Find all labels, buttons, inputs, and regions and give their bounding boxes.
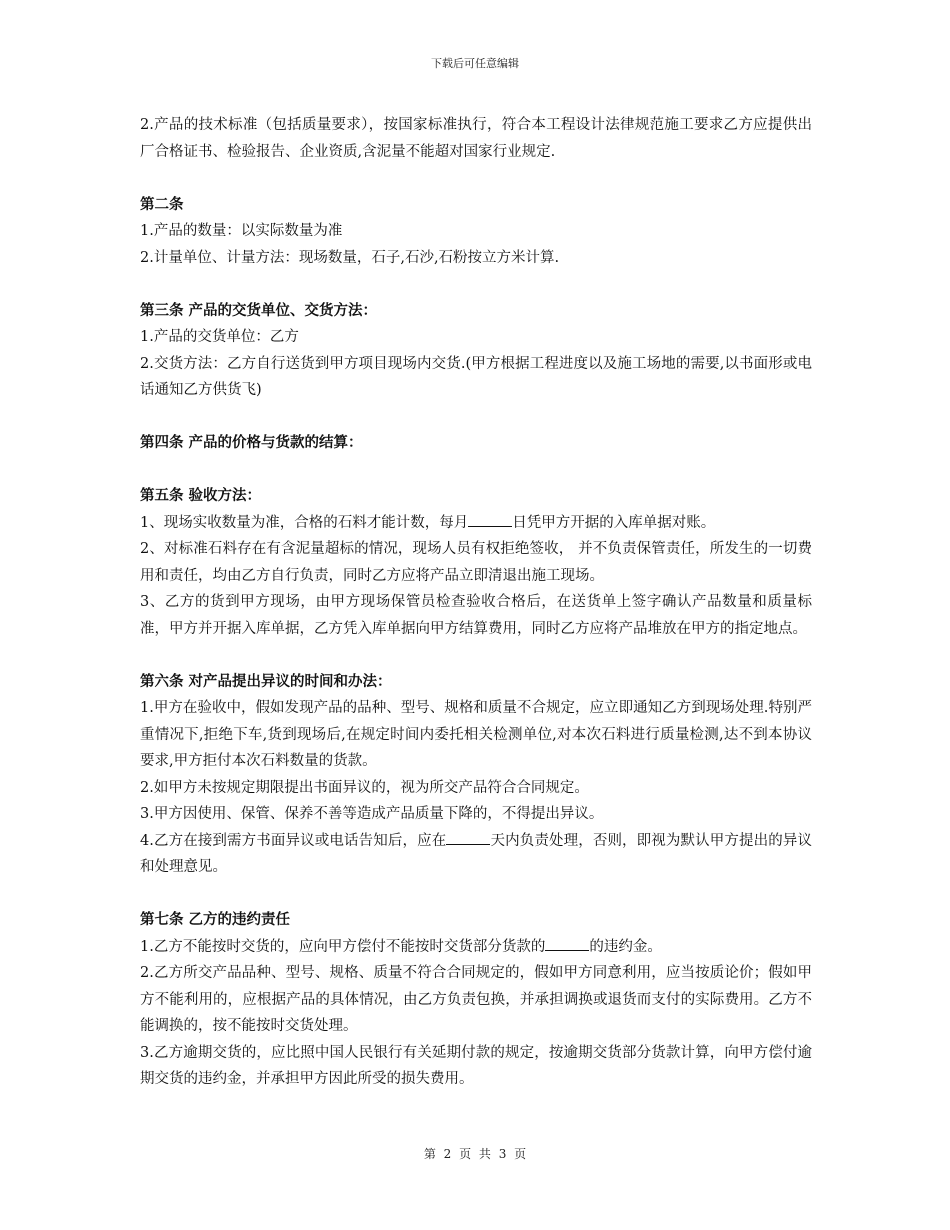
article-4-heading: 第四条 产品的价格与货款的结算： <box>140 435 363 451</box>
article-2-item-1: 1.产品的数量：以实际数量为准 <box>140 223 343 239</box>
article-7-item-1-end: 的违约金。 <box>589 938 662 955</box>
blank-percentage-field <box>545 935 589 951</box>
page-number-footer: 第 2 页 共 3 页 <box>423 1147 527 1161</box>
blank-days-field <box>446 829 490 845</box>
article-3-item-1: 1.产品的交货单位：乙方 <box>140 329 299 345</box>
article-3-item-2: 2.交货方法：乙方自行送货到甲方项目现场内交货.(甲方根据工程进度以及施工场地的需要,以书面形或电话通知乙方供货飞) <box>140 355 812 398</box>
document-body <box>140 112 812 1093</box>
article-6-item-3: 3.甲方因使用、保管、保养不善等造成产品质量下降的，不得提出异议。 <box>140 806 604 822</box>
article-7-heading: 第七条 乙方的违约责任 <box>140 912 291 928</box>
article-3-heading: 第三条 产品的交货单位、交货方法： <box>140 302 378 319</box>
article-6-item-4-end: 天内负责处理，否则，即视为默认甲方提出的异议和处理意见。 <box>140 832 812 875</box>
article-7-item-3: 3.乙方逾期交货的，应比照中国人民银行有关延期付款的规定，按逾期交货部分货款计算，向甲方偿付逾期交货的违约金，并承担甲方因此所受的损失费用。 <box>140 1044 812 1087</box>
technical-standard-paragraph: 2.产品的技术标准（包括质量要求），按国家标准执行，符合本工程设计法律规范施工要求乙方应提供出厂合格证书、检验报告、企业资质,含泥量不能超对国家行业规定. <box>140 117 812 160</box>
article-7-item-2: 2.乙方所交产品品种、型号、规格、质量不符合合同规定的，假如甲方同意利用，应当按质论价；假如甲方不能利用的，应根据产品的具体情况，由乙方负责包换，并承担调换或退货而支付的实际费用。乙方不能调换的，按不能按时交货处理。 <box>140 965 812 1034</box>
article-5-item-1 <box>140 510 812 537</box>
article-7-item-1 <box>140 934 812 961</box>
article-7-item-1-start: 1.乙方不能按时交货的，应向甲方偿付不能按时交货部分货款的 <box>140 938 546 955</box>
article-6-heading: 第六条 对产品提出异议的时间和办法： <box>140 673 392 690</box>
article-6-item-1: 1.甲方在验收中，假如发现产品的品种、型号、规格和质量不合规定，应立即通知乙方到现场处理.特别严重情况下,拒绝下车,货到现场后,在规定时间内委托相关检测单位,对本次石料进行质量检测,达不到本协议要求,甲方拒付本次石料数量的货款。 <box>140 700 812 769</box>
article-5-heading: 第五条 验收方法： <box>140 488 262 504</box>
article-2-item-2: 2.计量单位、计量方法：现场数量，石子,石沙,石粉按立方米计算. <box>140 249 560 266</box>
article-6-item-2: 2.如甲方未按规定期限提出书面异议的，视为所交产品符合合同规定。 <box>140 779 589 796</box>
article-5-item-1-start: 1、现场实收数量为准，合格的石料才能计数，每月 <box>140 514 469 531</box>
article-5-item-2: 2、对标准石料存在有含泥量超标的情况，现场人员有权拒绝签收， 并不负责保管责任，所发生的一切费用和责任，均由乙方自行负责，同时乙方应将产品立即清退出施工现场。 <box>140 541 812 584</box>
article-6-item-4-start: 4.乙方在接到需方书面异议或电话告知后，应在 <box>140 832 447 849</box>
article-6-item-4 <box>140 828 812 881</box>
page-header: 下载后可任意编辑 <box>431 57 519 70</box>
article-5-item-1-end: 日凭甲方开据的入库单据对账。 <box>512 514 716 531</box>
article-2-heading: 第二条 <box>140 196 184 213</box>
blank-day-field <box>468 511 512 527</box>
article-5-item-3: 3、乙方的货到甲方现场，由甲方现场保管员检查验收合格后，在送货单上签字确认产品数量和质量标准，甲方并开据入库单据，乙方凭入库单据向甲方结算费用，同时乙方应将产品堆放在甲方的指定地点。 <box>140 594 812 637</box>
